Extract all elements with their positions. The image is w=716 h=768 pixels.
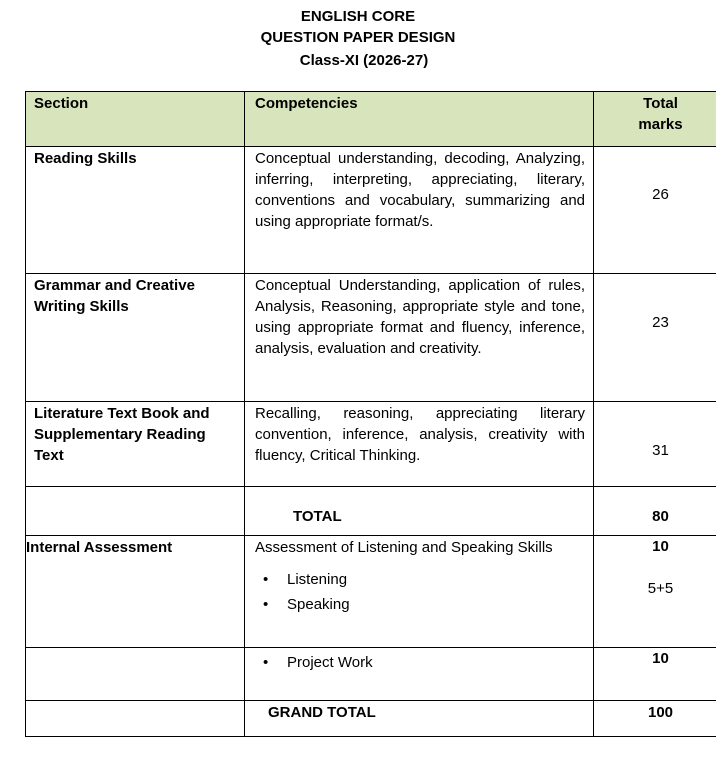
section-cell: Grammar and Creative Writing Skills xyxy=(26,274,245,402)
section-cell: Internal Assessment xyxy=(26,536,245,648)
marks-cell: 26 xyxy=(594,147,716,274)
bullet-icon: • xyxy=(263,654,269,671)
total-marks: 80 xyxy=(594,487,716,536)
total-marks-header-text: Total marks xyxy=(638,95,683,133)
column-header-section: Section xyxy=(26,92,245,147)
project-work-row xyxy=(26,648,716,701)
list-item xyxy=(263,567,585,592)
total-row xyxy=(26,487,716,536)
skills-list xyxy=(255,567,585,617)
table-row xyxy=(26,147,716,274)
class-label: Class-XI (2026-27) xyxy=(299,52,429,69)
list-item-label: Speaking xyxy=(287,596,350,613)
column-header-total-marks xyxy=(594,92,716,147)
list-item-label: Listening xyxy=(287,571,348,588)
grand-total-row xyxy=(26,701,716,737)
competencies-cell: Conceptual Understanding, application of rules, Analysis, Reasoning, appropriate style and tone, using appropriate format and fluency, inference, analysis, evaluation and creativity. xyxy=(245,274,594,402)
project-marks: 10 xyxy=(594,648,716,701)
bullet-icon: • xyxy=(263,596,269,613)
internal-marks: 10 xyxy=(652,538,669,555)
list-item xyxy=(263,592,585,617)
grand-total-marks: 100 xyxy=(594,701,716,737)
total-label: TOTAL xyxy=(245,487,594,536)
document-title: ENGLISH CORE xyxy=(300,8,416,25)
list-item-label: Project Work xyxy=(287,654,373,671)
competencies-cell xyxy=(245,536,594,648)
marks-cell xyxy=(594,536,716,648)
table-header-row xyxy=(26,92,716,147)
competencies-cell xyxy=(245,648,594,701)
table-row xyxy=(26,402,716,487)
project-list xyxy=(255,650,585,675)
table-row xyxy=(26,274,716,402)
grand-total-label: GRAND TOTAL xyxy=(245,701,594,737)
internal-assessment-row xyxy=(26,536,716,648)
internal-sub-marks: 5+5 xyxy=(647,580,674,597)
empty-cell xyxy=(26,648,245,701)
document-subtitle: QUESTION PAPER DESIGN xyxy=(260,29,456,46)
bullet-icon: • xyxy=(263,571,269,588)
competencies-cell: Conceptual understanding, decoding, Analyzing, inferring, interpreting, appreciating, literary, conventions and vocabulary, summarizing and using appropriate format/s. xyxy=(245,147,594,274)
marks-cell: 31 xyxy=(594,402,716,487)
empty-cell xyxy=(26,487,245,536)
list-item xyxy=(263,650,585,675)
column-header-competencies: Competencies xyxy=(245,92,594,147)
competencies-cell: Recalling, reasoning, appreciating literary convention, inference, analysis, creativity with fluency, Critical Thinking. xyxy=(245,402,594,487)
empty-cell xyxy=(26,701,245,737)
question-paper-design-table xyxy=(25,91,716,737)
section-cell: Reading Skills xyxy=(26,147,245,274)
marks-cell: 23 xyxy=(594,274,716,402)
section-cell: Literature Text Book and Supplementary Reading Text xyxy=(26,402,245,487)
internal-assessment-description: Assessment of Listening and Speaking Skills xyxy=(255,539,553,556)
